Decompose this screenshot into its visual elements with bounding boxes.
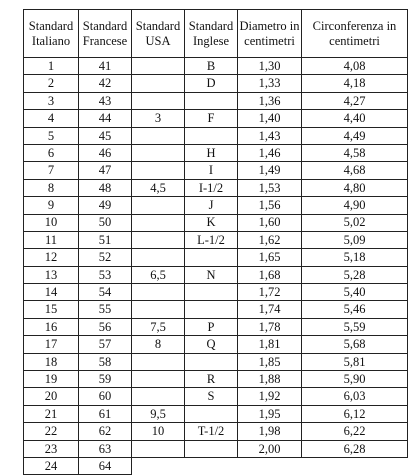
cell-italiano: 3 [24, 92, 79, 109]
cell-circonferenza: 5,46 [302, 301, 408, 318]
cell-circonferenza: 4,08 [302, 58, 408, 75]
cell-inglese: N [185, 266, 238, 283]
cell-italiano: 6 [24, 144, 79, 161]
cell-diametro: 1,88 [238, 371, 302, 388]
cell-circonferenza: 5,68 [302, 336, 408, 353]
table-row [24, 58, 408, 75]
cell-italiano: 1 [24, 58, 79, 75]
header-standard-inglese: Standard Inglese [185, 10, 238, 58]
cell-usa: 6,5 [132, 266, 185, 283]
cell-francese: 61 [79, 405, 132, 422]
table-row [24, 179, 408, 196]
cell-circonferenza: 5,81 [302, 353, 408, 370]
cell-diametro: 1,60 [238, 214, 302, 231]
cell-usa [132, 388, 185, 405]
cell-diametro: 1,68 [238, 266, 302, 283]
cell-francese: 45 [79, 127, 132, 144]
cell-italiano: 21 [24, 405, 79, 422]
blank-cell [132, 457, 185, 474]
cell-diametro: 1,53 [238, 179, 302, 196]
cell-circonferenza: 5,59 [302, 318, 408, 335]
cell-usa [132, 92, 185, 109]
cell-inglese [185, 249, 238, 266]
cell-francese: 60 [79, 388, 132, 405]
cell-diametro: 1,85 [238, 353, 302, 370]
cell-circonferenza: 4,40 [302, 110, 408, 127]
cell-usa [132, 301, 185, 318]
cell-diametro: 1,78 [238, 318, 302, 335]
cell-circonferenza: 5,09 [302, 231, 408, 248]
table-row [24, 423, 408, 440]
cell-francese: 48 [79, 179, 132, 196]
cell-circonferenza: 6,22 [302, 423, 408, 440]
table-row [24, 197, 408, 214]
cell-circonferenza: 4,58 [302, 144, 408, 161]
cell-francese: 52 [79, 249, 132, 266]
cell-italiano: 24 [24, 457, 79, 474]
cell-inglese: R [185, 371, 238, 388]
cell-usa [132, 231, 185, 248]
cell-usa [132, 440, 185, 457]
cell-francese: 42 [79, 75, 132, 92]
cell-circonferenza: 5,02 [302, 214, 408, 231]
cell-francese: 58 [79, 353, 132, 370]
header-standard-francese: Standard Francese [79, 10, 132, 58]
cell-italiano: 16 [24, 318, 79, 335]
cell-francese: 49 [79, 197, 132, 214]
table-row [24, 110, 408, 127]
cell-italiano: 20 [24, 388, 79, 405]
table-row [24, 318, 408, 335]
header-standard-italiano: Standard Italiano [24, 10, 79, 58]
cell-inglese: P [185, 318, 238, 335]
cell-inglese [185, 127, 238, 144]
table-row [24, 144, 408, 161]
cell-francese: 55 [79, 301, 132, 318]
table-row [24, 336, 408, 353]
cell-inglese: I [185, 162, 238, 179]
cell-francese: 54 [79, 284, 132, 301]
cell-inglese [185, 405, 238, 422]
table-row [24, 388, 408, 405]
cell-usa: 10 [132, 423, 185, 440]
cell-francese: 46 [79, 144, 132, 161]
cell-usa [132, 284, 185, 301]
cell-circonferenza: 4,18 [302, 75, 408, 92]
cell-circonferenza: 5,28 [302, 266, 408, 283]
cell-diametro: 1,43 [238, 127, 302, 144]
cell-inglese: B [185, 58, 238, 75]
header-row [24, 10, 408, 58]
cell-italiano: 19 [24, 371, 79, 388]
cell-inglese [185, 92, 238, 109]
cell-francese: 64 [79, 457, 132, 474]
cell-circonferenza: 4,80 [302, 179, 408, 196]
cell-inglese: L-1/2 [185, 231, 238, 248]
cell-usa [132, 127, 185, 144]
cell-italiano: 23 [24, 440, 79, 457]
cell-italiano: 18 [24, 353, 79, 370]
cell-usa [132, 58, 185, 75]
blank-cell [185, 457, 238, 474]
cell-inglese [185, 353, 238, 370]
cell-inglese: I-1/2 [185, 179, 238, 196]
cell-diametro: 1,30 [238, 58, 302, 75]
cell-circonferenza: 4,68 [302, 162, 408, 179]
cell-italiano: 8 [24, 179, 79, 196]
cell-diametro: 1,98 [238, 423, 302, 440]
cell-inglese: T-1/2 [185, 423, 238, 440]
cell-usa: 4,5 [132, 179, 185, 196]
cell-diametro: 1,40 [238, 110, 302, 127]
cell-diametro: 1,46 [238, 144, 302, 161]
cell-italiano: 12 [24, 249, 79, 266]
cell-francese: 41 [79, 58, 132, 75]
cell-usa [132, 249, 185, 266]
table-header [24, 10, 408, 58]
table-row [24, 457, 408, 474]
cell-diametro: 1,56 [238, 197, 302, 214]
header-diametro: Diametro in centimetri [238, 10, 302, 58]
cell-francese: 63 [79, 440, 132, 457]
cell-inglese: J [185, 197, 238, 214]
cell-diametro: 1,36 [238, 92, 302, 109]
cell-inglese [185, 440, 238, 457]
cell-italiano: 22 [24, 423, 79, 440]
cell-usa [132, 197, 185, 214]
table-row [24, 127, 408, 144]
cell-usa [132, 371, 185, 388]
table-row [24, 266, 408, 283]
cell-diametro: 1,95 [238, 405, 302, 422]
ring-size-table [23, 9, 408, 475]
cell-circonferenza: 5,40 [302, 284, 408, 301]
cell-inglese [185, 284, 238, 301]
table-row [24, 249, 408, 266]
cell-italiano: 10 [24, 214, 79, 231]
cell-usa [132, 214, 185, 231]
cell-circonferenza: 5,18 [302, 249, 408, 266]
cell-circonferenza: 4,27 [302, 92, 408, 109]
cell-diametro: 1,72 [238, 284, 302, 301]
cell-diametro: 1,81 [238, 336, 302, 353]
blank-cell [302, 457, 408, 474]
cell-circonferenza: 4,90 [302, 197, 408, 214]
cell-diametro: 1,65 [238, 249, 302, 266]
cell-inglese [185, 301, 238, 318]
cell-italiano: 15 [24, 301, 79, 318]
cell-francese: 47 [79, 162, 132, 179]
cell-inglese: S [185, 388, 238, 405]
table-row [24, 231, 408, 248]
table-row [24, 162, 408, 179]
cell-francese: 57 [79, 336, 132, 353]
table-row [24, 440, 408, 457]
cell-italiano: 4 [24, 110, 79, 127]
table-row [24, 92, 408, 109]
cell-diametro: 1,49 [238, 162, 302, 179]
table-row [24, 353, 408, 370]
cell-inglese: Q [185, 336, 238, 353]
cell-circonferenza: 4,49 [302, 127, 408, 144]
cell-francese: 51 [79, 231, 132, 248]
cell-circonferenza: 6,03 [302, 388, 408, 405]
cell-usa: 3 [132, 110, 185, 127]
cell-italiano: 14 [24, 284, 79, 301]
cell-diametro: 1,62 [238, 231, 302, 248]
table-row [24, 75, 408, 92]
cell-diametro: 1,92 [238, 388, 302, 405]
table-row [24, 371, 408, 388]
cell-usa: 9,5 [132, 405, 185, 422]
cell-italiano: 13 [24, 266, 79, 283]
header-circonferenza: Circonferenza in centimetri [302, 10, 408, 58]
cell-italiano: 2 [24, 75, 79, 92]
cell-francese: 62 [79, 423, 132, 440]
cell-francese: 50 [79, 214, 132, 231]
cell-francese: 56 [79, 318, 132, 335]
cell-diametro: 1,33 [238, 75, 302, 92]
blank-cell [238, 457, 302, 474]
cell-italiano: 9 [24, 197, 79, 214]
cell-usa [132, 353, 185, 370]
table-row [24, 214, 408, 231]
cell-italiano: 5 [24, 127, 79, 144]
table-row [24, 284, 408, 301]
cell-usa: 8 [132, 336, 185, 353]
cell-circonferenza: 6,12 [302, 405, 408, 422]
cell-diametro: 1,74 [238, 301, 302, 318]
cell-italiano: 17 [24, 336, 79, 353]
header-standard-usa: Standard USA [132, 10, 185, 58]
cell-francese: 59 [79, 371, 132, 388]
cell-usa: 7,5 [132, 318, 185, 335]
cell-francese: 44 [79, 110, 132, 127]
cell-circonferenza: 5,90 [302, 371, 408, 388]
cell-inglese: K [185, 214, 238, 231]
cell-circonferenza: 6,28 [302, 440, 408, 457]
cell-inglese: F [185, 110, 238, 127]
cell-inglese: D [185, 75, 238, 92]
cell-inglese: H [185, 144, 238, 161]
cell-usa [132, 75, 185, 92]
cell-usa [132, 144, 185, 161]
cell-usa [132, 162, 185, 179]
table-body [24, 58, 408, 475]
cell-diametro: 2,00 [238, 440, 302, 457]
cell-francese: 43 [79, 92, 132, 109]
cell-italiano: 7 [24, 162, 79, 179]
table-row [24, 301, 408, 318]
table-row [24, 405, 408, 422]
cell-italiano: 11 [24, 231, 79, 248]
cell-francese: 53 [79, 266, 132, 283]
